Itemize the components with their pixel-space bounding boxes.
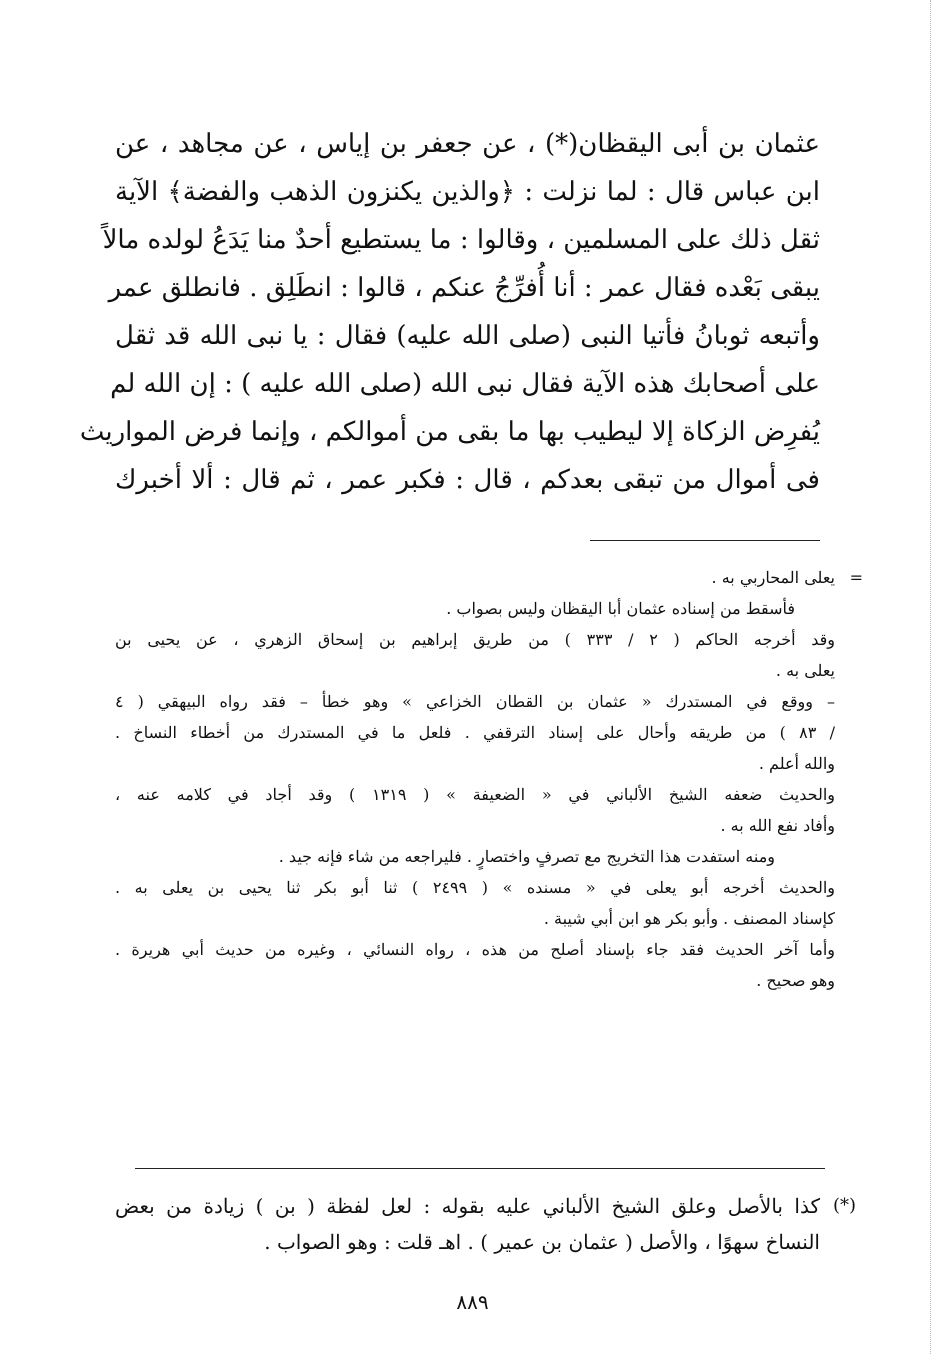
note-line: / ٨٣ ) من طريقه وأحال على إسناد الترقفي . فلعل ما في المستدرك من أخطاء النساخ .	[115, 723, 835, 742]
continuation-mark: =	[849, 568, 863, 587]
note-line: كإسناد المصنف . وأبو بكر هو ابن أبي شيبة .	[543, 909, 835, 928]
note-line: وهو صحيح .	[756, 971, 835, 990]
note-line: والحديث ضعفه الشيخ الألباني في « الضعيفة » ( ١٣١٩ ) وقد أجاد في كلامه عنه ،	[115, 785, 835, 804]
footnote-marker: (*)	[832, 1195, 856, 1216]
page-number: ٨٨٩	[456, 1290, 489, 1314]
note-line: والله أعلم .	[758, 754, 835, 773]
editor-notes-block	[115, 562, 863, 996]
note-line: ومنه استفدت هذا التخريج مع تصرفٍ واختصارٍ . فليراجعه من شاء فإنه جيد .	[278, 847, 775, 866]
footnote-separator-rule	[135, 1168, 825, 1169]
note-line: فأسقط من إسناده عثمان أبا اليقظان وليس بصواب .	[446, 599, 795, 618]
footnote-block	[115, 1188, 856, 1260]
notes-separator-rule	[590, 540, 820, 541]
note-line: وقد أخرجه الحاكم ( ٢ / ٣٣٣ ) من طريق إبراهيم بن إسحاق الزهري ، عن يحيى بن	[115, 630, 836, 649]
note-text: يعلى المحاربي به .	[711, 568, 835, 587]
main-text-line: ثقل ذلك على المسلمين ، وقالوا : ما يستطيع أحدٌ منا يَدَعُ لولده مالاً	[102, 225, 820, 255]
footnote-line: النساخ سهوًا ، والأصل ( عثمان بن عمير ) . اهـ قلت : وهو الصواب .	[264, 1230, 820, 1254]
footnote-line	[115, 1188, 856, 1224]
note-line: والحديث أخرجه أبو يعلى في « مسنده » ( ٢٤٩٩ ) ثنا أبو بكر ثنا يحيى بن يعلى به .	[115, 878, 835, 897]
note-line: – ووقع في المستدرك « عثمان بن القطان الخزاعي » وهو خطأ – فقد رواه البيهقي ( ٤	[115, 692, 835, 711]
main-text-line: وأتبعه ثوبانُ فأتيا النبى (صلى الله عليه) فقال : يا نبى الله قد ثقل	[115, 321, 820, 351]
main-text-line: يبقى بَعْده فقال عمر : أنا أُفرِّجُ عنكم ، قالوا : انطَلِق . فانطلق عمر	[108, 273, 820, 303]
main-text-line: فى أموال من تبقى بعدكم ، قال : فكبر عمر ، ثم قال : ألا أخبرك	[115, 465, 820, 495]
page-edge	[930, 0, 931, 1354]
note-line: يعلى به .	[775, 661, 835, 680]
note-line: وأفاد نفع الله به .	[720, 816, 835, 835]
main-text-line: عثمان بن أبى اليقظان(*) ، عن جعفر بن إياس ، عن مجاهد ، عن	[115, 129, 820, 159]
main-text-line: يُفرِض الزكاة إلا ليطيب بها ما بقى من أموالكم ، وإنما فرض المواريث	[79, 417, 820, 447]
footnote-text: كذا بالأصل وعلق الشيخ الألباني عليه بقوله : لعل لفظة ( بن ) زيادة من بعض	[115, 1194, 820, 1218]
main-text-block	[79, 120, 820, 504]
note-line: وأما آخر الحديث فقد جاء بإسناد أصلح من هذه ، رواه النسائي ، وغيره من حديث أبي هريرة .	[115, 940, 836, 959]
main-text-line: على أصحابك هذه الآية فقال نبى الله (صلى الله عليه ) : إن الله لم	[110, 369, 820, 399]
note-line	[115, 562, 863, 593]
main-text-line: ابن عباس قال : لما نزلت : ﴿والذين يكنزون الذهب والفضة﴾ الآية	[115, 177, 820, 207]
